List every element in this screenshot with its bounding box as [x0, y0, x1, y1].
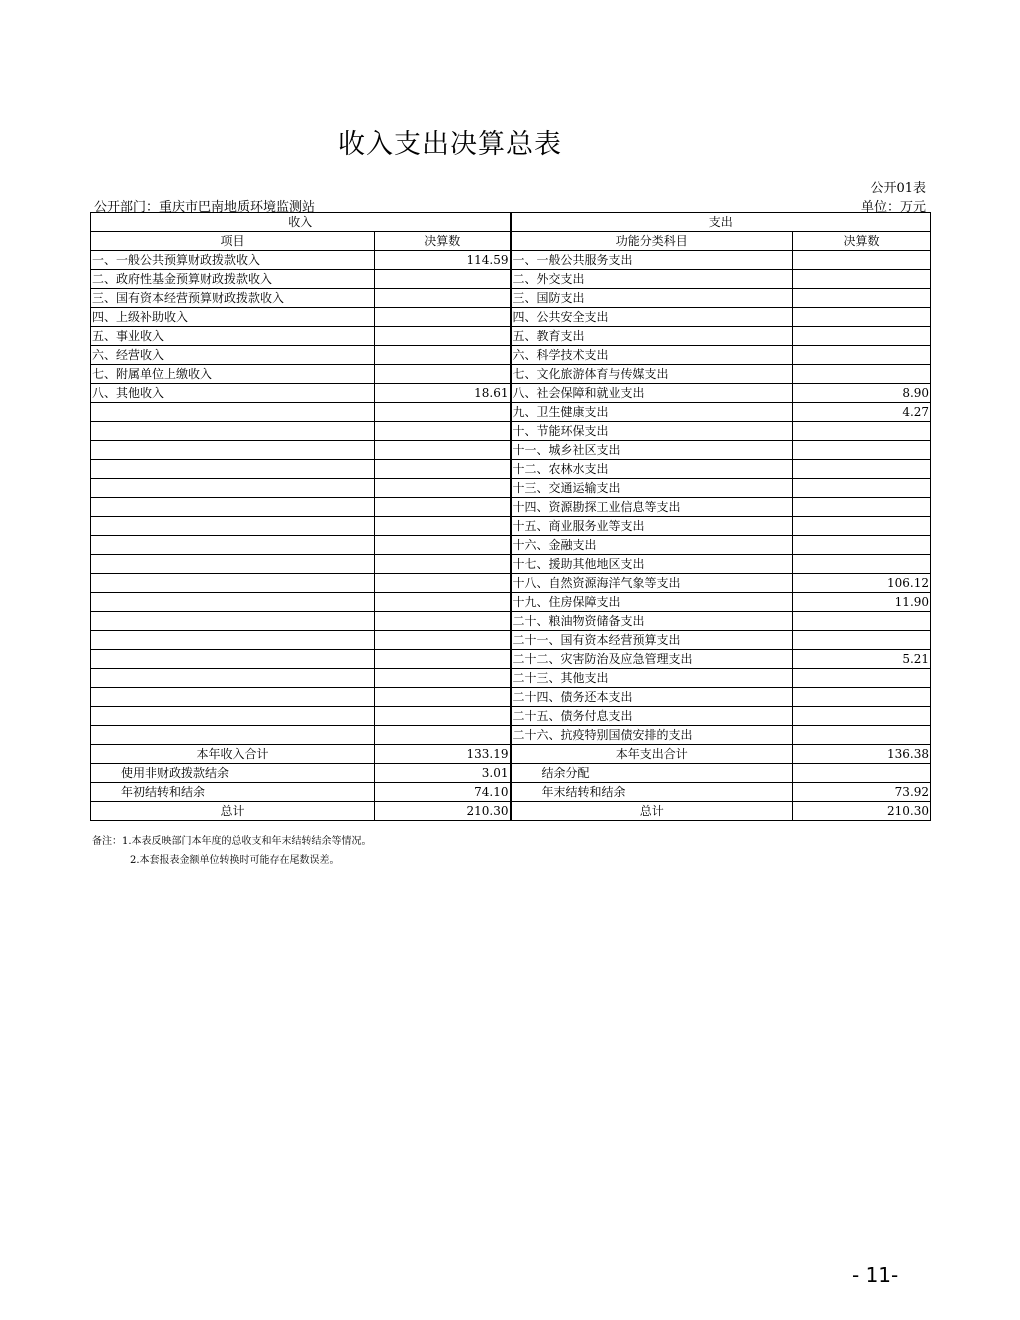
footnote-1: 备注：1.本表反映部门本年度的总收支和年末结转结余等情况。 [92, 836, 372, 847]
expense-item-cell: 十七、援助其他地区支出 [511, 555, 793, 574]
income-item-cell [91, 498, 375, 517]
table-row [91, 479, 931, 498]
expense-item-cell: 十三、交通运输支出 [511, 479, 793, 498]
expense-amount-cell [793, 688, 931, 707]
table-row [91, 308, 931, 327]
income-amount-cell [375, 555, 511, 574]
income-item-cell [91, 479, 375, 498]
income-amount-cell [375, 422, 511, 441]
income-item-cell [91, 688, 375, 707]
expense-item-cell: 七、文化旅游体育与传媒支出 [511, 365, 793, 384]
income-item-cell [91, 726, 375, 745]
grand-income-label: 总计 [91, 802, 375, 821]
footnotes [92, 832, 372, 870]
expense-item-cell: 二、外交支出 [511, 270, 793, 289]
grand-income-value: 210.30 [375, 802, 511, 821]
expense-amount-cell [793, 289, 931, 308]
expense-item-cell: 二十一、国有资本经营预算支出 [511, 631, 793, 650]
table-row [91, 289, 931, 308]
column-header-amount2: 决算数 [793, 232, 931, 251]
table-row [91, 650, 931, 669]
table-row [91, 593, 931, 612]
income-item-cell [91, 650, 375, 669]
page-title: 收入支出决算总表 [338, 129, 562, 160]
income-amount-cell [375, 726, 511, 745]
summary-row-carryover [91, 783, 931, 802]
income-amount-cell [375, 669, 511, 688]
expense-item-cell: 十六、金融支出 [511, 536, 793, 555]
income-amount-cell [375, 612, 511, 631]
income-amount-cell [375, 270, 511, 289]
income-item-cell: 二、政府性基金预算财政拨款收入 [91, 270, 375, 289]
expense-amount-cell [793, 251, 931, 270]
expense-amount-cell [793, 346, 931, 365]
expense-item-cell: 十一、城乡社区支出 [511, 441, 793, 460]
table-row [91, 460, 931, 479]
table-row [91, 517, 931, 536]
table-row [91, 498, 931, 517]
expense-item-cell: 六、科学技术支出 [511, 346, 793, 365]
expense-total-value: 136.38 [793, 745, 931, 764]
expense-amount-cell [793, 536, 931, 555]
table-row [91, 441, 931, 460]
table-row [91, 422, 931, 441]
expense-item-cell: 二十三、其他支出 [511, 669, 793, 688]
footnote-2: 2.本套报表金额单位转换时可能存在尾数误差。 [130, 855, 340, 866]
expense-amount-cell: 4.27 [793, 403, 931, 422]
expense-item-cell: 十二、农林水支出 [511, 460, 793, 479]
income-header: 收入 [91, 213, 511, 232]
expense-item-cell: 十、节能环保支出 [511, 422, 793, 441]
expense-amount-cell [793, 707, 931, 726]
expense-amount-cell [793, 308, 931, 327]
table-row [91, 384, 931, 403]
expense-amount-cell [793, 631, 931, 650]
end-carryover-label: 年末结转和结余 [511, 783, 793, 802]
expense-amount-cell [793, 498, 931, 517]
expense-amount-cell [793, 441, 931, 460]
income-item-cell [91, 574, 375, 593]
expense-amount-cell [793, 365, 931, 384]
expense-item-cell: 二十六、抗疫特别国债安排的支出 [511, 726, 793, 745]
expense-amount-cell [793, 422, 931, 441]
income-amount-cell [375, 688, 511, 707]
expense-amount-cell [793, 555, 931, 574]
table-row [91, 365, 931, 384]
grand-expense-label: 总计 [511, 802, 793, 821]
income-item-cell [91, 555, 375, 574]
expense-item-cell: 八、社会保障和就业支出 [511, 384, 793, 403]
income-amount-cell [375, 308, 511, 327]
table-body [91, 251, 931, 745]
income-amount-cell [375, 650, 511, 669]
expense-item-cell: 十五、商业服务业等支出 [511, 517, 793, 536]
table-row [91, 574, 931, 593]
expense-amount-cell [793, 479, 931, 498]
income-item-cell [91, 669, 375, 688]
income-amount-cell: 114.59 [375, 251, 511, 270]
income-total-label: 本年收入合计 [91, 745, 375, 764]
income-expense-table [90, 212, 931, 821]
begin-carryover-value: 74.10 [375, 783, 511, 802]
page-number: - 11- [852, 1263, 899, 1287]
column-header-item: 项目 [91, 232, 375, 251]
income-item-cell [91, 422, 375, 441]
income-item-cell: 八、其他收入 [91, 384, 375, 403]
income-amount-cell [375, 631, 511, 650]
expense-item-cell: 九、卫生健康支出 [511, 403, 793, 422]
income-item-cell [91, 707, 375, 726]
expense-amount-cell: 106.12 [793, 574, 931, 593]
income-amount-cell [375, 517, 511, 536]
income-item-cell [91, 517, 375, 536]
expense-item-cell: 二十二、灾害防治及应急管理支出 [511, 650, 793, 669]
income-item-cell: 六、经营收入 [91, 346, 375, 365]
expense-amount-cell [793, 270, 931, 289]
income-item-cell [91, 460, 375, 479]
income-item-cell: 四、上级补助收入 [91, 308, 375, 327]
expense-header: 支出 [511, 213, 931, 232]
expense-item-cell: 五、教育支出 [511, 327, 793, 346]
column-header-amount: 决算数 [375, 232, 511, 251]
table-row [91, 536, 931, 555]
summary-row-totals [91, 745, 931, 764]
table-header-group-row [91, 213, 931, 232]
table-row [91, 403, 931, 422]
income-amount-cell: 18.61 [375, 384, 511, 403]
income-item-cell [91, 612, 375, 631]
table-row [91, 270, 931, 289]
income-amount-cell [375, 403, 511, 422]
summary-row-nonfiscal [91, 764, 931, 783]
income-amount-cell [375, 346, 511, 365]
income-amount-cell [375, 536, 511, 555]
expense-item-cell: 四、公共安全支出 [511, 308, 793, 327]
expense-item-cell: 十四、资源勘探工业信息等支出 [511, 498, 793, 517]
expense-item-cell: 一、一般公共服务支出 [511, 251, 793, 270]
department-label: 公开部门：重庆市巴南地质环境监测站 [94, 200, 316, 215]
income-total-value: 133.19 [375, 745, 511, 764]
table-row [91, 346, 931, 365]
unit-label: 单位：万元 [860, 200, 926, 215]
table-row [91, 726, 931, 745]
income-amount-cell [375, 365, 511, 384]
table-row [91, 669, 931, 688]
expense-total-label: 本年支出合计 [511, 745, 793, 764]
expense-amount-cell [793, 669, 931, 688]
table-row [91, 612, 931, 631]
distribution-value [793, 764, 931, 783]
expense-amount-cell [793, 612, 931, 631]
income-amount-cell [375, 593, 511, 612]
column-header-func-item: 功能分类科目 [511, 232, 793, 251]
income-item-cell: 一、一般公共预算财政拨款收入 [91, 251, 375, 270]
income-amount-cell [375, 289, 511, 308]
form-number: 公开01表 [870, 181, 926, 196]
income-amount-cell [375, 498, 511, 517]
begin-carryover-label: 年初结转和结余 [91, 783, 375, 802]
income-amount-cell [375, 460, 511, 479]
table-row [91, 251, 931, 270]
table-row [91, 688, 931, 707]
end-carryover-value: 73.92 [793, 783, 931, 802]
income-amount-cell [375, 479, 511, 498]
table-row [91, 327, 931, 346]
grand-expense-value: 210.30 [793, 802, 931, 821]
nonfiscal-label: 使用非财政拨款结余 [91, 764, 375, 783]
distribution-label: 结余分配 [511, 764, 793, 783]
income-item-cell [91, 536, 375, 555]
income-item-cell: 五、事业收入 [91, 327, 375, 346]
nonfiscal-value: 3.01 [375, 764, 511, 783]
expense-amount-cell: 8.90 [793, 384, 931, 403]
income-item-cell [91, 631, 375, 650]
income-item-cell [91, 441, 375, 460]
expense-amount-cell: 11.90 [793, 593, 931, 612]
income-item-cell [91, 403, 375, 422]
table-header-row [91, 232, 931, 251]
expense-item-cell: 三、国防支出 [511, 289, 793, 308]
expense-amount-cell [793, 327, 931, 346]
income-amount-cell [375, 574, 511, 593]
expense-amount-cell [793, 726, 931, 745]
table-row [91, 631, 931, 650]
expense-amount-cell: 5.21 [793, 650, 931, 669]
income-item-cell: 三、国有资本经营预算财政拨款收入 [91, 289, 375, 308]
expense-item-cell: 十九、住房保障支出 [511, 593, 793, 612]
income-amount-cell [375, 707, 511, 726]
expense-item-cell: 二十五、债务付息支出 [511, 707, 793, 726]
income-item-cell [91, 593, 375, 612]
income-amount-cell [375, 441, 511, 460]
expense-amount-cell [793, 460, 931, 479]
expense-item-cell: 二十、粮油物资储备支出 [511, 612, 793, 631]
income-item-cell: 七、附属单位上缴收入 [91, 365, 375, 384]
expense-item-cell: 二十四、债务还本支出 [511, 688, 793, 707]
expense-amount-cell [793, 517, 931, 536]
expense-item-cell: 十八、自然资源海洋气象等支出 [511, 574, 793, 593]
income-amount-cell [375, 327, 511, 346]
summary-row-grand-total [91, 802, 931, 821]
table-row [91, 555, 931, 574]
table-summary [91, 745, 931, 821]
table-row [91, 707, 931, 726]
